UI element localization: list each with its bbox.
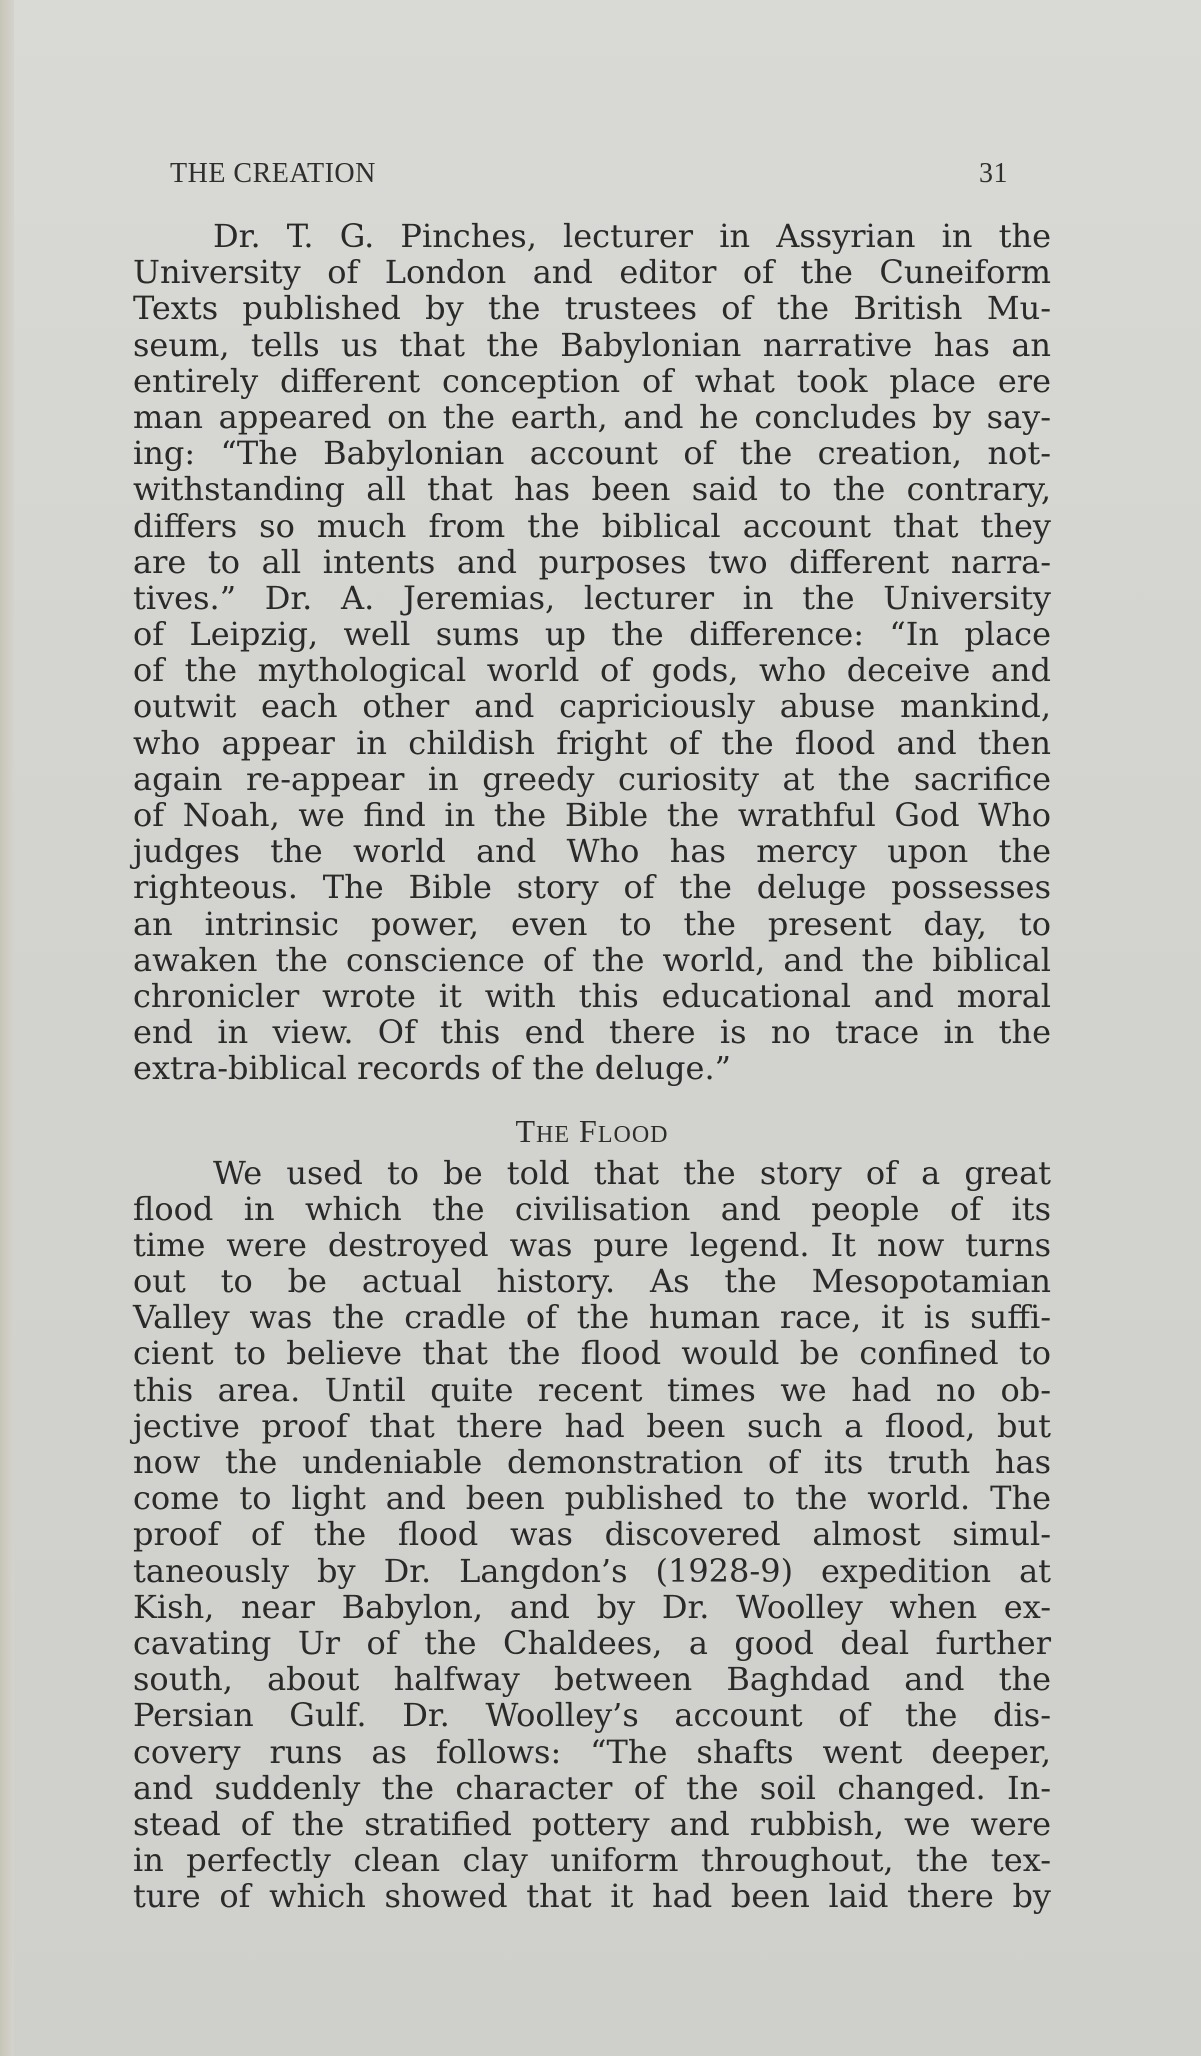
text-line: tives.” Dr. A. Jeremias, lecturer in the University <box>133 578 1051 617</box>
heading-initial-t: T <box>515 1112 537 1149</box>
heading-rest-lood: LOOD <box>597 1121 669 1148</box>
text-line: extra-biblical records of the deluge.” <box>133 1049 731 1088</box>
text-line: Texts published by the trustees of the British Mu- <box>133 289 1051 328</box>
text-line: cient to believe that the flood would be confined to <box>133 1334 1051 1373</box>
text-line: seum, tells us that the Babylonian narrative has an <box>133 325 1051 364</box>
text-line: proof of the flood was discovered almost simul- <box>133 1515 1051 1554</box>
running-head <box>170 158 1008 192</box>
text-line: jective proof that there had been such a flood, but <box>133 1406 1051 1445</box>
text-line: end in view. Of this end there is no trace in the <box>133 1013 1051 1052</box>
text-line: differs so much from the biblical account that they <box>133 506 1051 545</box>
running-head-title: THE CREATION <box>170 158 376 189</box>
text-line: stead of the stratified pottery and rubbish, we were <box>133 1804 1051 1843</box>
text-line: time were destroyed was pure legend. It now turns <box>133 1225 1051 1264</box>
text-line: covery runs as follows: “The shafts went deeper, <box>133 1732 1051 1771</box>
text-line: ture of which showed that it had been laid there by <box>133 1877 1051 1916</box>
body-text <box>133 218 1051 1914</box>
text-line: come to light and been published to the world. The <box>133 1479 1051 1518</box>
text-line: man appeared on the earth, and he concludes by say- <box>133 397 1051 436</box>
text-line: again re-appear in greedy curiosity at the sacrifice <box>133 759 1051 798</box>
text-line: who appear in childish fright of the flood and then <box>133 723 1051 762</box>
text-line: Valley was the cradle of the human race, it is suffi- <box>133 1298 1051 1337</box>
text-line: now the undeniable demonstration of its truth has <box>133 1443 1051 1481</box>
paragraph-pinches-jeremias <box>133 218 1051 1087</box>
text-line: are to all intents and purposes two different narra- <box>133 542 1051 581</box>
page-edge <box>0 0 14 2056</box>
text-line: of Leipzig, well sums up the difference: “In place <box>133 615 1051 654</box>
text-line: University of London and editor of the Cuneiform <box>133 253 1051 292</box>
heading-initial-f: F <box>579 1112 598 1149</box>
text-line: cavating Ur of the Chaldees, a good deal further <box>133 1623 1051 1662</box>
text-line: of Noah, we find in the Bible the wrathful God Who <box>133 796 1051 834</box>
text-line: chronicler wrote it with this educational and moral <box>133 976 1051 1015</box>
text-line: an intrinsic power, even to the present day, to <box>133 904 1051 943</box>
text-line: in perfectly clean clay uniform throughout, the tex- <box>133 1841 1051 1880</box>
paragraph-the-flood <box>133 1155 1051 1915</box>
page-number: 31 <box>979 158 1008 189</box>
section-heading-the-flood <box>133 1113 1051 1149</box>
text-line: withstanding all that has been said to the contrary, <box>133 470 1051 509</box>
text-line: judges the world and Who has mercy upon the <box>133 832 1051 871</box>
text-line: ing: “The Babylonian account of the creation, not- <box>133 434 1051 473</box>
text-line: flood in which the civilisation and people of its <box>133 1189 1051 1228</box>
heading-rest-he: HE <box>536 1121 571 1148</box>
text-line: of the mythological world of gods, who deceive and <box>133 651 1051 690</box>
text-line: awaken the conscience of the world, and the biblical <box>133 940 1051 979</box>
text-line: out to be actual history. As the Mesopotamian <box>133 1262 1051 1301</box>
text-line: outwit each other and capriciously abuse mankind, <box>133 687 1051 726</box>
text-line: Dr. T. G. Pinches, lecturer in Assyrian in the <box>213 217 1051 255</box>
text-line: this area. Until quite recent times we had no ob- <box>133 1370 1051 1409</box>
text-line: and suddenly the character of the soil changed. In- <box>133 1768 1051 1807</box>
text-line: Persian Gulf. Dr. Woolley’s account of the dis- <box>133 1696 1051 1735</box>
text-line: taneously by Dr. Langdon’s (1928-9) expedition at <box>133 1551 1051 1590</box>
text-line: Kish, near Babylon, and by Dr. Woolley when ex- <box>133 1587 1051 1626</box>
text-line: righteous. The Bible story of the deluge possesses <box>133 868 1051 907</box>
text-line: south, about halfway between Baghdad and the <box>133 1660 1051 1699</box>
text-line: We used to be told that the story of a great <box>213 1153 1051 1192</box>
text-line: entirely different conception of what took place ere <box>133 361 1051 400</box>
